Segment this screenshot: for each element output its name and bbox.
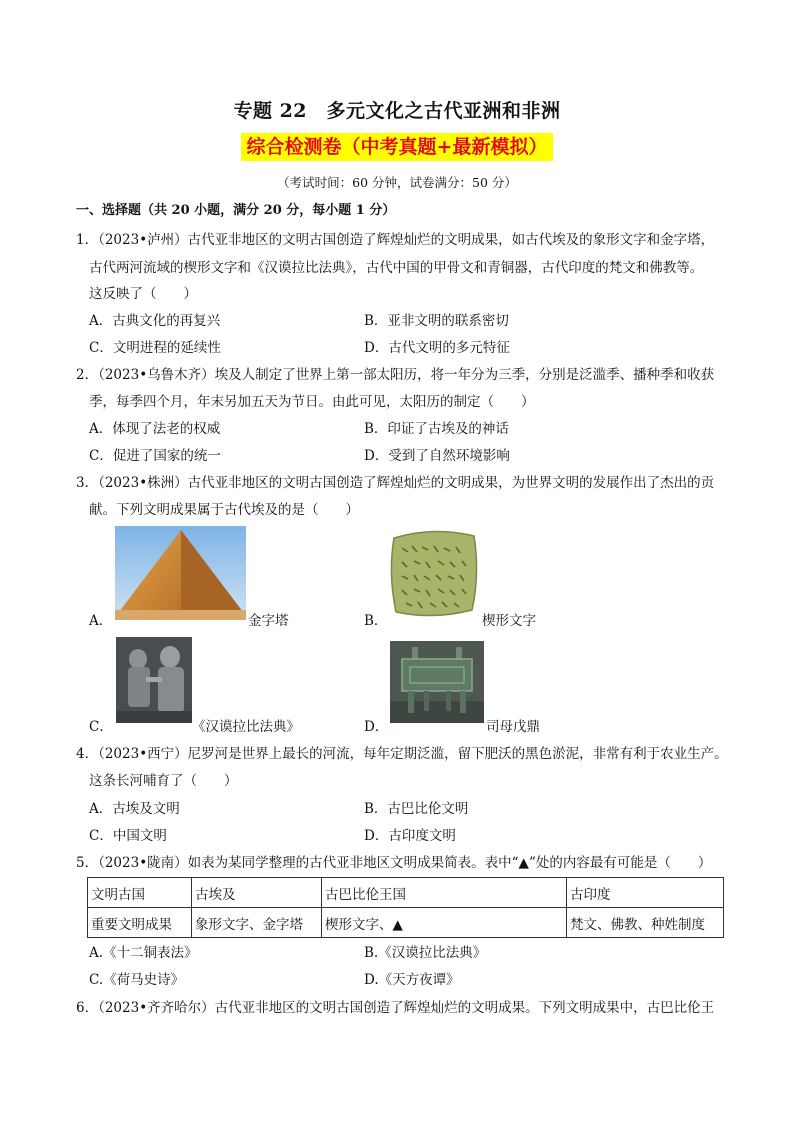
table-cell: 梵文、佛教、种姓制度	[567, 908, 724, 938]
question-2-line-2: 季，每季四个月，年末另加五天为节日。由此可见，太阳历的制定（ ）	[89, 394, 535, 410]
table-cell: 文明古国	[88, 878, 192, 908]
question-1-option-b[interactable]: B．亚非文明的联系密切	[364, 313, 509, 329]
question-3-line-2: 献。下列文明成果属于古代埃及的是（ ）	[89, 502, 359, 518]
question-3-option-d[interactable]: D．	[364, 719, 389, 735]
table-cell: 古印度	[567, 878, 724, 908]
question-5-line-1: 5．（2023•陇南）如表为某同学整理的古代亚非地区文明成果简表。表中“▲”处的内容最有可能是（ ）	[76, 855, 712, 871]
question-2-option-b[interactable]: B．印证了古埃及的神话	[364, 421, 509, 437]
table-cell: 古埃及	[192, 878, 322, 908]
table-cell: 象形文字、金字塔	[192, 908, 322, 938]
question-2-line-1: 2．（2023•乌鲁木齐）埃及人制定了世界上第一部太阳历，将一年分为三季，分别是泛滥季、播种季和收获	[76, 367, 715, 383]
question-3-line-1: 3．（2023•株洲）古代亚非地区的文明古国创造了辉煌灿烂的文明成果，为世界文明的发展作出了杰出的贡	[76, 475, 715, 491]
question-4-option-d[interactable]: D．古印度文明	[364, 828, 456, 844]
table-cell: 古巴比伦王国	[322, 878, 567, 908]
table-cell: 楔形文字、▲	[322, 908, 567, 938]
question-2-option-d[interactable]: D．受到了自然环境影响	[364, 448, 510, 464]
question-4-option-b[interactable]: B．古巴比伦文明	[364, 801, 469, 817]
question-1-line-1: 1．（2023•泸州）古代亚非地区的文明古国创造了辉煌灿烂的文明成果，如古代埃及的象形文字和金字塔，	[76, 232, 715, 248]
cuneiform-caption: 楔形文字	[482, 613, 536, 629]
question-1-line-3: 这反映了（ ）	[89, 286, 197, 302]
cuneiform-tablet-image[interactable]	[388, 526, 480, 620]
question-3-option-a[interactable]: A．	[89, 613, 113, 629]
hammurabi-caption: 《汉谟拉比法典》	[192, 719, 300, 735]
question-2-option-c[interactable]: C．促进了国家的统一	[89, 448, 221, 464]
question-4-option-a[interactable]: A．古埃及文明	[89, 801, 180, 817]
ding-caption: 司母戊鼎	[486, 719, 540, 735]
question-6-line-1: 6．（2023•齐齐哈尔）古代亚非地区的文明古国创造了辉煌灿烂的文明成果。下列文明成果中，古巴比伦王	[76, 1000, 715, 1016]
subtitle-wrap	[0, 133, 794, 161]
question-5-option-b[interactable]: B.《汉谟拉比法典》	[364, 945, 487, 961]
pyramid-caption: 金字塔	[248, 613, 289, 629]
hammurabi-stele-image[interactable]	[116, 637, 192, 723]
question-1-line-2: 古代两河流域的楔形文字和《汉谟拉比法典》，古代中国的甲骨文和青铜器，古代印度的梵文和佛教等。	[89, 260, 704, 276]
page-title: 专题 22 多元文化之古代亚洲和非洲	[233, 100, 561, 122]
question-1-option-c[interactable]: C．文明进程的延续性	[89, 340, 221, 356]
exam-info: （考试时间：60 分钟，试卷满分：50 分）	[277, 175, 517, 190]
question-2-option-a[interactable]: A．体现了法老的权威	[89, 421, 221, 437]
civilization-table	[87, 877, 724, 938]
section-heading: 一、选择题（共 20 小题，满分 20 分，每小题 1 分）	[76, 203, 396, 218]
question-4-line-2: 这条长河哺育了（ ）	[89, 773, 238, 789]
question-1-option-a[interactable]: A．古典文化的再复兴	[89, 313, 221, 329]
simuwu-ding-image[interactable]	[390, 641, 484, 723]
question-4-option-c[interactable]: C．中国文明	[89, 828, 167, 844]
question-5-option-a[interactable]: A.《十二铜表法》	[89, 945, 198, 961]
question-3-option-b[interactable]: B．	[364, 613, 388, 629]
table-cell: 重要文明成果	[88, 908, 192, 938]
question-3-option-c[interactable]: C．	[89, 719, 113, 735]
table-row	[88, 908, 724, 938]
page-subtitle: 综合检测卷（中考真题+最新模拟）	[241, 133, 554, 161]
table-row	[88, 878, 724, 908]
question-4-line-1: 4．（2023•西宁）尼罗河是世界上最长的河流，每年定期泛滥，留下肥沃的黑色淤泥，非常有利于农业生产。	[76, 746, 728, 762]
question-1-option-d[interactable]: D．古代文明的多元特征	[364, 340, 510, 356]
question-5-option-d[interactable]: D.《天方夜谭》	[364, 972, 460, 988]
pyramid-image[interactable]	[115, 526, 246, 620]
question-5-option-c[interactable]: C.《荷马史诗》	[89, 972, 185, 988]
